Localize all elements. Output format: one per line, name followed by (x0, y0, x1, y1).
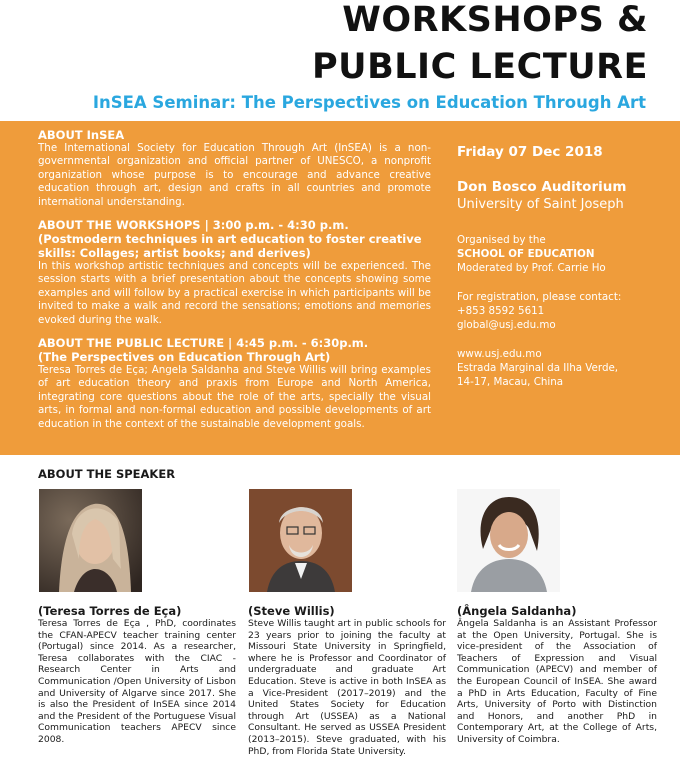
speaker-photo-steve (249, 489, 352, 592)
speaker-photo-teresa (39, 489, 142, 592)
workshops-subheading: (Postmodern techniques in art education to foster creative skills: Collages; artist books; and derives) (38, 232, 422, 261)
speaker-column-teresa (38, 604, 236, 746)
speaker-column-angela (457, 604, 657, 746)
spacer (457, 275, 672, 290)
speaker-name: (Steve Willis) (248, 604, 335, 618)
workshops-heading: ABOUT THE WORKSHOPS | 3:00 p.m. - 4:30 p.m. (38, 218, 349, 233)
workshops-body: In this workshop artistic techniques and concepts will be experienced. The session starts with a brief presentation about the concepts showing some examples and will follow by a practical exercise in which participants will be invited to make a walk and record the sensations; emotions and memories evoked during the walk. (38, 260, 431, 326)
speaker-bio: Teresa Torres de Eça , PhD, coordinates the CFAN-APECV teacher training center (Portugal) since 2014. As a researcher, Teresa collaborates with the CIAC -Research Center in Arts and Communication /Open University of Lisbon and University of Algarve since 2017. She is also the President of InSEA since 2014 and the President of the Portuguese Visual Communication teachers APECV since 2008. (38, 618, 236, 745)
contact-email[interactable]: global@usj.edu.mo (457, 319, 556, 331)
page-title-line2: PUBLIC LECTURE (312, 47, 648, 87)
speaker-bio: Ângela Saldanha is an Assistant Professor at the Open University, Portugal. She is vice-president of the Association of Teachers of Expression and Visual Communication (APECV) and member of the European Council of InSEA. She award a PhD in Arts Education, Faculty of Fine Arts, University of Porto with Distinction and Honors, and another PhD in Contemporary Art, at the College of Arts, University of Coimbra. (457, 618, 657, 745)
speaker-bio: Steve Willis taught art in public schools for 23 years prior to joining the faculty at Missouri State University in Springfield, where he is Professor and Coordinator of undergraduate and graduate Art Education. Steve is active in both InSEA as a Vice-President (2017–2019) and the United States Society for Education through Art (USSEA) as a National Consultant. He served as USSEA President (2013–2015). Steve graduated, with his PhD, from Florida State University. (248, 618, 446, 757)
website-link[interactable]: www.usj.edu.mo (457, 348, 542, 360)
spacer (38, 209, 431, 218)
speaker-name: (Ângela Saldanha) (457, 604, 577, 618)
organised-by: Organised by the (457, 234, 546, 246)
lecture-subheading: (The Perspectives on Education Through Art) (38, 350, 331, 365)
lecture-body: Teresa Torres de Eça; Angela Saldanha and Steve Willis will bring examples of art education theory and praxis from Europe and North America, integrating core questions about the role of the arts, specially the visual arts, in formal and non-formal education and possible developments of art education in the context of the sustainable development goals. (38, 364, 431, 430)
spacer (457, 214, 672, 233)
spacer (457, 332, 672, 347)
event-venue: Don Bosco Auditorium (457, 179, 627, 195)
speakers-heading: ABOUT THE SPEAKER (38, 467, 176, 481)
about-insea-body: The International Society for Education Through Art (InSEA) is a non-governmental organization and official partner of UNESCO, a nonprofit organization whose purpose is to encourage and advance creative education through art, design and crafts in all countries and promote international understanding. (38, 142, 431, 208)
speaker-photo-angela (457, 489, 560, 592)
event-date: Friday 07 Dec 2018 (457, 144, 603, 160)
address-line2: 14-17, Macau, China (457, 376, 564, 388)
speaker-column-steve (248, 604, 446, 757)
right-column (457, 143, 672, 389)
page-title-line1: WORKSHOPS & (342, 0, 648, 40)
speaker-name: (Teresa Torres de Eça) (38, 604, 182, 618)
event-university: University of Saint Joseph (457, 197, 624, 212)
registration-label: For registration, please contact: (457, 291, 622, 303)
address-line1: Estrada Marginal da Ilha Verde, (457, 362, 619, 374)
contact-phone[interactable]: +853 8592 5611 (457, 305, 545, 317)
about-insea-heading: ABOUT InSEA (38, 128, 125, 142)
moderator: Moderated by Prof. Carrie Ho (457, 262, 606, 274)
left-column (38, 128, 431, 431)
spacer (38, 327, 431, 336)
page-subtitle: InSEA Seminar: The Perspectives on Education Through Art (92, 93, 646, 112)
lecture-heading: ABOUT THE PUBLIC LECTURE | 4:45 p.m. - 6:30p.m. (38, 336, 369, 351)
school-name: SCHOOL OF EDUCATION (457, 248, 595, 260)
